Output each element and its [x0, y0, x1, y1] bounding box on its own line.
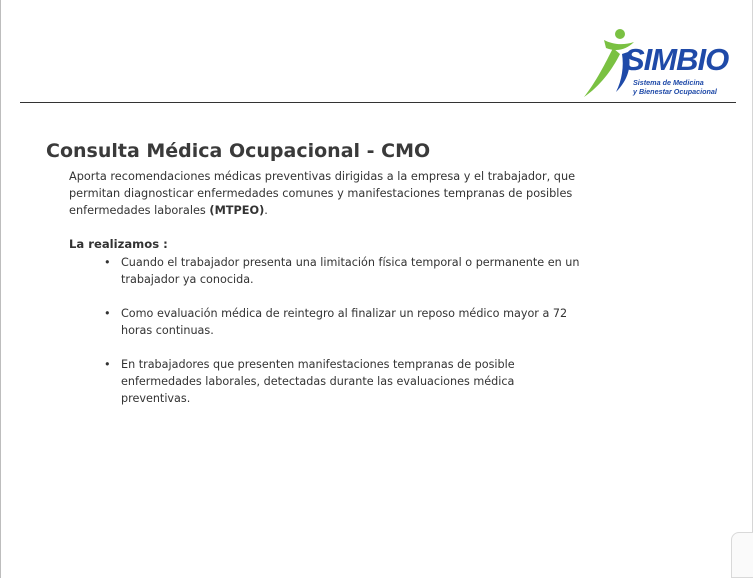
list-item-text: En trabajadores que presenten manifestaciones tempranas de posible enfermedades laborales, detectadas durante las evaluaciones médica preventivas.: [121, 358, 515, 405]
logo-tagline-1: Sistema de Medicina: [633, 78, 704, 87]
list-item: [104, 356, 584, 407]
logo-brand: SIMBIO: [624, 42, 729, 77]
subheading: La realizamos :: [69, 237, 168, 251]
bullet: •: [104, 256, 111, 269]
bullet: •: [104, 358, 111, 371]
list-item-text: Cuando el trabajador presenta una limitación física temporal o permanente en un trabajador ya conocida.: [121, 256, 580, 286]
header-divider: [20, 102, 736, 103]
intro-paragraph: [69, 168, 589, 219]
page-title: Consulta Médica Ocupacional - CMO: [46, 140, 431, 162]
list-item: [104, 254, 584, 288]
bullet: •: [104, 307, 111, 320]
list-item: [104, 305, 584, 339]
corner-tab[interactable]: [731, 532, 753, 578]
intro-text: Aporta recomendaciones médicas preventivas dirigidas a la empresa y el trabajador, que permitan diagnosticar enfermedades comunes y manifestaciones tempranas de posibles enfermedades laborales: [69, 170, 576, 217]
left-border: [0, 0, 1, 578]
intro-acronym: (MTPEO): [209, 204, 265, 217]
intro-end: .: [264, 204, 268, 217]
conditions-list: [104, 254, 584, 407]
list-item-text: Como evaluación médica de reintegro al finalizar un reposo médico mayor a 72 horas continuas.: [121, 307, 568, 337]
logo-tagline-2: y Bienestar Ocupacional: [633, 87, 717, 96]
simbio-logo: [582, 26, 742, 100]
